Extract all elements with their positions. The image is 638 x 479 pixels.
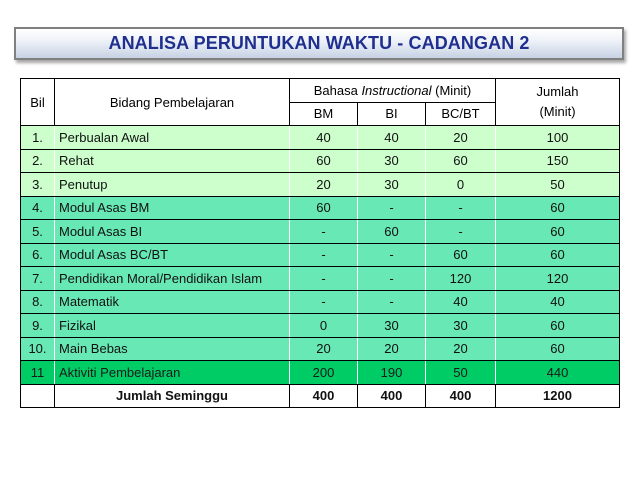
header-bcbt: BC/BT bbox=[426, 102, 496, 126]
cell-bidang: Modul Asas BC/BT bbox=[55, 243, 290, 267]
header-bm: BM bbox=[290, 102, 358, 126]
page-title: ANALISA PERUNTUKAN WAKTU - CADANGAN 2 bbox=[108, 33, 530, 53]
cell-bcbt: 60 bbox=[426, 149, 496, 173]
table-row bbox=[21, 314, 620, 338]
cell-bi: 60 bbox=[358, 220, 426, 244]
cell-bi: - bbox=[358, 243, 426, 267]
cell-bil: 4. bbox=[21, 196, 55, 220]
cell-bil: 11 bbox=[21, 361, 55, 385]
table-row bbox=[21, 337, 620, 361]
cell-total-bcbt: 400 bbox=[426, 384, 496, 408]
cell-bil: 1. bbox=[21, 126, 55, 150]
cell-jumlah: 60 bbox=[496, 314, 620, 338]
cell-jumlah: 50 bbox=[496, 173, 620, 197]
total-row bbox=[21, 384, 620, 408]
cell-jumlah: 100 bbox=[496, 126, 620, 150]
cell-bi: 40 bbox=[358, 126, 426, 150]
time-allocation-table bbox=[20, 78, 620, 408]
cell-bidang: Modul Asas BM bbox=[55, 196, 290, 220]
cell-bm: 60 bbox=[290, 149, 358, 173]
cell-jumlah: 120 bbox=[496, 267, 620, 291]
header-group-prefix: Bahasa bbox=[313, 82, 362, 98]
cell-bil: 6. bbox=[21, 243, 55, 267]
header-jumlah bbox=[496, 79, 620, 126]
cell-bi: - bbox=[358, 196, 426, 220]
cell-bil: 2. bbox=[21, 149, 55, 173]
cell-bcbt: 20 bbox=[426, 126, 496, 150]
cell-bi: - bbox=[358, 290, 426, 314]
cell-bcbt: 30 bbox=[426, 314, 496, 338]
cell-bm: - bbox=[290, 290, 358, 314]
header-bahasa-group bbox=[290, 79, 496, 103]
cell-bil: 9. bbox=[21, 314, 55, 338]
cell-jumlah: 60 bbox=[496, 220, 620, 244]
header-group-italic: Instructional bbox=[361, 82, 432, 98]
cell-bcbt: 60 bbox=[426, 243, 496, 267]
table-row bbox=[21, 267, 620, 291]
cell-total-label: Jumlah Seminggu bbox=[55, 384, 290, 408]
cell-bcbt: 20 bbox=[426, 337, 496, 361]
cell-bcbt: 120 bbox=[426, 267, 496, 291]
cell-total-empty bbox=[21, 384, 55, 408]
table-row bbox=[21, 126, 620, 150]
cell-bm: 20 bbox=[290, 337, 358, 361]
table-row bbox=[21, 196, 620, 220]
cell-total-bi: 400 bbox=[358, 384, 426, 408]
cell-bi: 30 bbox=[358, 314, 426, 338]
cell-bidang: Rehat bbox=[55, 149, 290, 173]
title-banner bbox=[14, 27, 624, 60]
cell-jumlah: 60 bbox=[496, 243, 620, 267]
cell-bm: 0 bbox=[290, 314, 358, 338]
table-row bbox=[21, 290, 620, 314]
cell-bidang: Pendidikan Moral/Pendidikan Islam bbox=[55, 267, 290, 291]
cell-bi: 30 bbox=[358, 173, 426, 197]
cell-bidang: Perbualan Awal bbox=[55, 126, 290, 150]
cell-bil: 10. bbox=[21, 337, 55, 361]
cell-bi: 190 bbox=[358, 361, 426, 385]
cell-total-bm: 400 bbox=[290, 384, 358, 408]
cell-jumlah: 60 bbox=[496, 337, 620, 361]
header-bidang: Bidang Pembelajaran bbox=[55, 79, 290, 126]
header-bi: BI bbox=[358, 102, 426, 126]
cell-bidang: Matematik bbox=[55, 290, 290, 314]
cell-jumlah: 150 bbox=[496, 149, 620, 173]
cell-bm: 200 bbox=[290, 361, 358, 385]
table-row bbox=[21, 149, 620, 173]
cell-bidang: Penutup bbox=[55, 173, 290, 197]
cell-bcbt: 0 bbox=[426, 173, 496, 197]
cell-bm: - bbox=[290, 220, 358, 244]
header-bil: Bil bbox=[21, 79, 55, 126]
cell-bidang: Fizikal bbox=[55, 314, 290, 338]
cell-bil: 3. bbox=[21, 173, 55, 197]
cell-bil: 8. bbox=[21, 290, 55, 314]
cell-bidang: Aktiviti Pembelajaran bbox=[55, 361, 290, 385]
header-jumlah-line1: Jumlah bbox=[536, 84, 579, 99]
cell-bi: 20 bbox=[358, 337, 426, 361]
cell-bil: 7. bbox=[21, 267, 55, 291]
table-row bbox=[21, 220, 620, 244]
header-jumlah-line2: (Minit) bbox=[539, 104, 576, 119]
cell-jumlah: 40 bbox=[496, 290, 620, 314]
cell-bcbt: - bbox=[426, 220, 496, 244]
cell-bidang: Modul Asas BI bbox=[55, 220, 290, 244]
cell-bm: 40 bbox=[290, 126, 358, 150]
cell-jumlah: 440 bbox=[496, 361, 620, 385]
cell-bcbt: - bbox=[426, 196, 496, 220]
cell-bm: 60 bbox=[290, 196, 358, 220]
cell-bcbt: 40 bbox=[426, 290, 496, 314]
cell-bm: - bbox=[290, 267, 358, 291]
cell-bi: 30 bbox=[358, 149, 426, 173]
cell-bm: - bbox=[290, 243, 358, 267]
header-group-suffix: (Minit) bbox=[431, 82, 472, 98]
table-row bbox=[21, 173, 620, 197]
cell-bi: - bbox=[358, 267, 426, 291]
table-row bbox=[21, 243, 620, 267]
cell-bm: 20 bbox=[290, 173, 358, 197]
cell-bcbt: 50 bbox=[426, 361, 496, 385]
table-row bbox=[21, 361, 620, 385]
cell-bidang: Main Bebas bbox=[55, 337, 290, 361]
cell-total-jumlah: 1200 bbox=[496, 384, 620, 408]
cell-bil: 5. bbox=[21, 220, 55, 244]
cell-jumlah: 60 bbox=[496, 196, 620, 220]
